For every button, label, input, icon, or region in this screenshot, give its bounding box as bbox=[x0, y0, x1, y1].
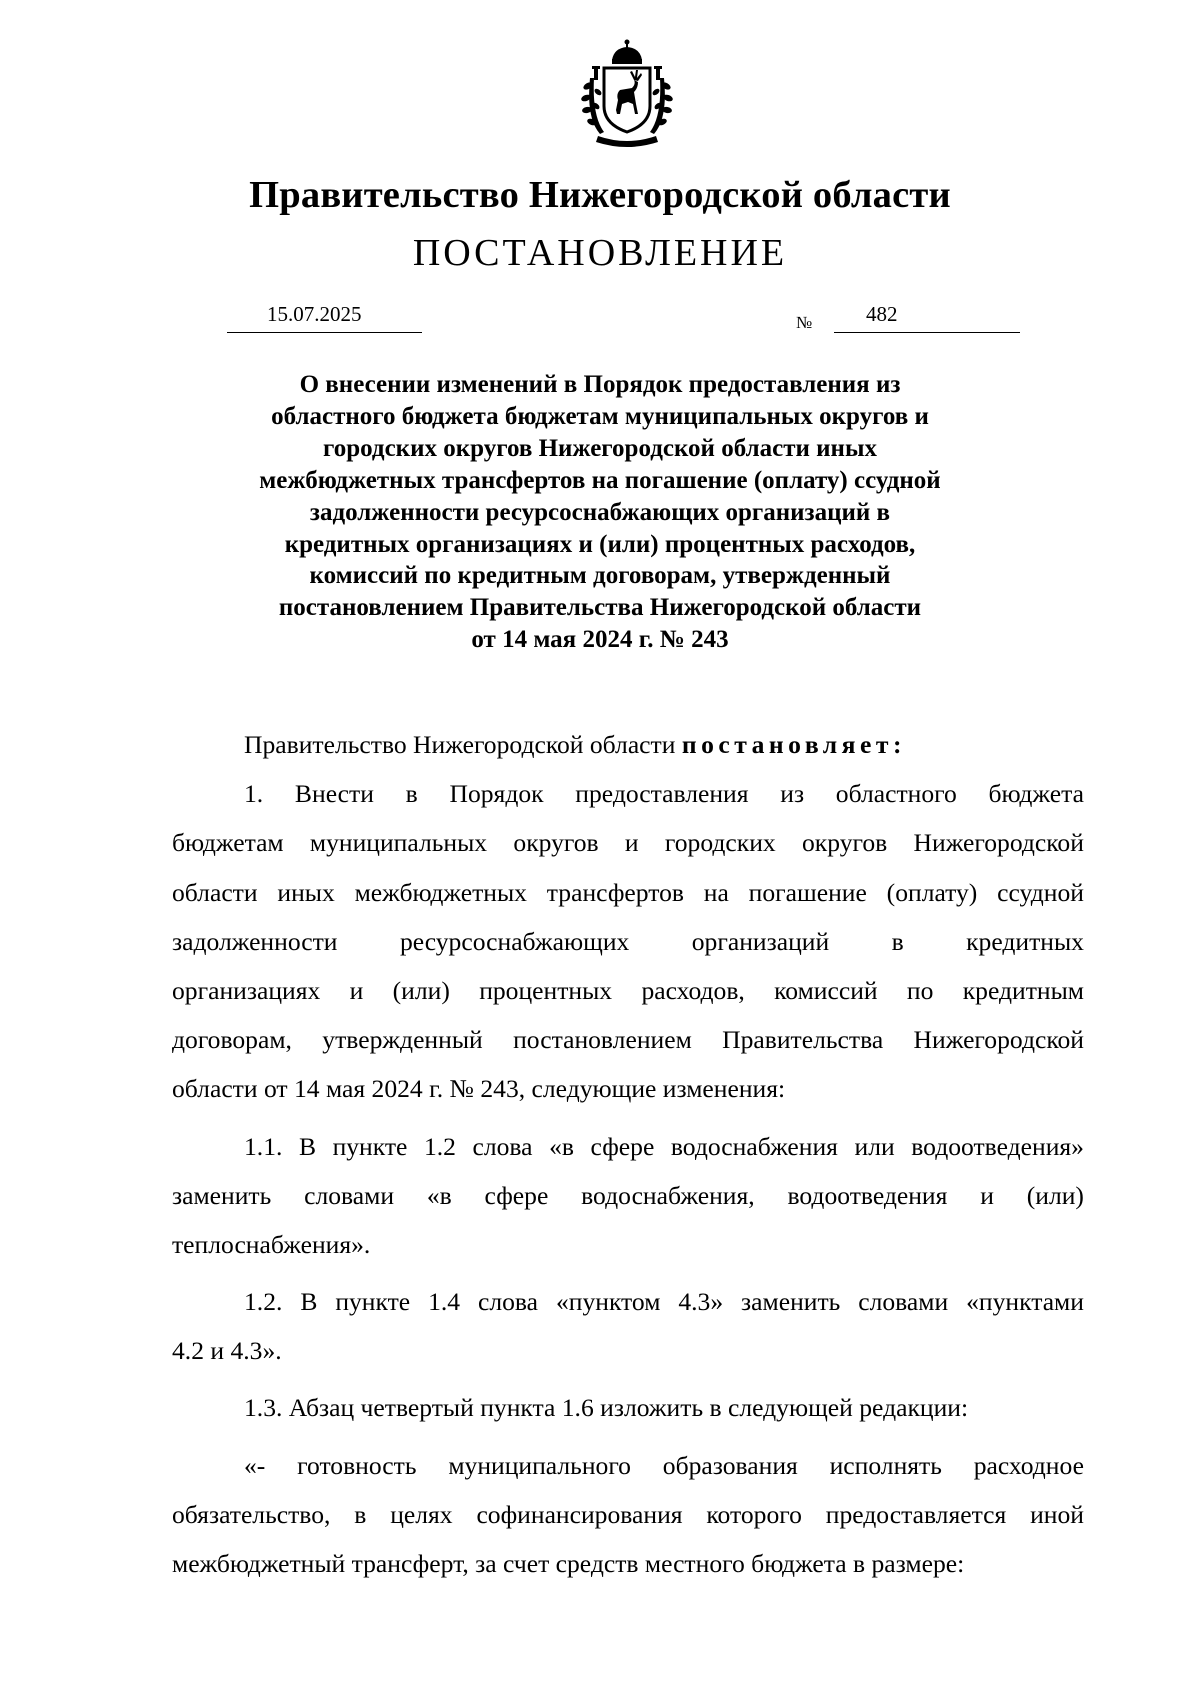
word: округов bbox=[802, 828, 888, 858]
word: «в bbox=[549, 1131, 574, 1161]
word: пункте bbox=[335, 1287, 411, 1317]
justified-line bbox=[244, 1277, 1084, 1326]
justified-line bbox=[172, 1015, 1084, 1064]
word: Нижегородской bbox=[913, 828, 1084, 858]
word: комиссий bbox=[774, 975, 878, 1005]
word: 4.3» bbox=[678, 1287, 724, 1317]
document-body bbox=[172, 720, 1084, 1588]
word: В bbox=[300, 1287, 318, 1317]
paragraph-1-line bbox=[172, 1015, 1084, 1064]
word: водоотведения» bbox=[911, 1131, 1084, 1161]
word: утвержденный bbox=[322, 1025, 483, 1055]
heading-line: О внесении изменений в Порядок предоставления из bbox=[299, 371, 901, 398]
word: области bbox=[172, 877, 258, 907]
word: кредитных bbox=[966, 926, 1084, 956]
word: ссудной bbox=[997, 877, 1084, 907]
document-type: ПОСТАНОВЛЕНИЕ bbox=[412, 232, 788, 274]
word: расходов, bbox=[641, 975, 745, 1005]
justified-line bbox=[244, 769, 1084, 818]
word: Внести bbox=[294, 779, 374, 809]
justified-line bbox=[172, 966, 1084, 1015]
justified-line bbox=[172, 1490, 1084, 1539]
paragraph-1-line: области от 14 мая 2024 г. № 243, следующие изменения: bbox=[172, 1074, 786, 1104]
word: 1. bbox=[244, 779, 264, 809]
justified-line bbox=[172, 1171, 1084, 1220]
justified-line bbox=[244, 1122, 1084, 1171]
paragraph-1-2-line bbox=[172, 1277, 1084, 1326]
paragraph-1-line bbox=[172, 769, 1084, 818]
word: бюджетам bbox=[172, 828, 284, 858]
paragraph-1-2-line: 4.2 и 4.3». bbox=[172, 1336, 282, 1366]
word: в bbox=[354, 1499, 367, 1529]
word: (оплату) bbox=[886, 877, 978, 907]
paragraph-1-1-line bbox=[172, 1122, 1084, 1171]
document-number-field bbox=[834, 300, 1020, 333]
word: предоставляется bbox=[825, 1499, 1007, 1529]
word: из bbox=[780, 779, 805, 809]
heading-line: постановлением Правительства Нижегородской области bbox=[278, 594, 922, 622]
word: слова bbox=[478, 1287, 539, 1317]
word: целях bbox=[390, 1499, 453, 1529]
word: словами bbox=[858, 1287, 949, 1317]
word: межбюджетных bbox=[354, 877, 527, 907]
word: и bbox=[624, 828, 639, 858]
word: Правительства bbox=[722, 1025, 884, 1055]
word: словами bbox=[304, 1180, 395, 1210]
word: иных bbox=[277, 877, 335, 907]
paragraph-1-1-line bbox=[172, 1171, 1084, 1220]
word: в bbox=[891, 926, 904, 956]
number-sign: № bbox=[796, 313, 813, 332]
word: сфере bbox=[590, 1131, 655, 1161]
word: 1.1. bbox=[244, 1131, 283, 1161]
word: процентных bbox=[479, 975, 613, 1005]
word: Нижегородской bbox=[913, 1025, 1084, 1055]
word: Порядок bbox=[449, 779, 544, 809]
word: городских bbox=[664, 828, 776, 858]
word: постановлением bbox=[513, 1025, 692, 1055]
justified-line bbox=[172, 917, 1084, 966]
word: (или) bbox=[1026, 1180, 1084, 1210]
word: организациях bbox=[172, 975, 321, 1005]
word: погашение bbox=[748, 877, 867, 907]
word: или bbox=[854, 1131, 895, 1161]
heading-line: от 14 мая 2024 г. № 243 bbox=[471, 626, 729, 654]
word: и bbox=[349, 975, 364, 1005]
heading-line: комиссий по кредитным договорам, утвержденный bbox=[309, 562, 891, 590]
word: договорам, bbox=[172, 1025, 292, 1055]
word: слова bbox=[472, 1131, 533, 1161]
word: расходное bbox=[973, 1450, 1084, 1480]
word: исполнять bbox=[829, 1450, 942, 1480]
coat-of-arms-emblem bbox=[572, 38, 682, 150]
word: областного bbox=[835, 779, 957, 809]
word: (или) bbox=[392, 975, 450, 1005]
word: округов bbox=[513, 828, 599, 858]
word: в bbox=[405, 779, 418, 809]
word: бюджета bbox=[988, 779, 1084, 809]
word: иной bbox=[1030, 1499, 1084, 1529]
preamble-text: Правительство Нижегородской области bbox=[244, 730, 682, 759]
word: готовность bbox=[297, 1450, 417, 1480]
quote-line: межбюджетный трансферт, за счет средств местного бюджета в размере: bbox=[172, 1549, 965, 1578]
word: на bbox=[703, 877, 729, 907]
word: «пунктом bbox=[555, 1287, 661, 1317]
document-date: 15.07.2025 bbox=[267, 302, 362, 326]
word: софинансирования bbox=[476, 1499, 683, 1529]
document-number: 482 bbox=[866, 302, 898, 326]
word: 1.2 bbox=[423, 1131, 456, 1161]
word: муниципальных bbox=[309, 828, 488, 858]
word: «пунктами bbox=[966, 1287, 1084, 1317]
word: В bbox=[298, 1131, 317, 1161]
word: которого bbox=[706, 1499, 802, 1529]
word: пункте bbox=[332, 1131, 408, 1161]
paragraph-1-line bbox=[172, 917, 1084, 966]
paragraph-1-1-line: теплоснабжения». bbox=[172, 1229, 371, 1259]
heading-line: задолженности ресурсоснабжающих организаций в bbox=[309, 498, 891, 526]
word: трансфертов bbox=[546, 877, 684, 907]
paragraph-1-3-line: 1.3. Абзац четвертый пункта 1.6 изложить в следующей редакции: bbox=[244, 1393, 969, 1423]
quote-line bbox=[172, 1441, 1084, 1490]
justified-line bbox=[172, 868, 1084, 917]
word: задолженности bbox=[172, 926, 338, 956]
document-date-field bbox=[227, 300, 422, 333]
paragraph-1-line bbox=[172, 818, 1084, 867]
word: заменить bbox=[741, 1287, 841, 1317]
word: по bbox=[906, 975, 934, 1005]
word: заменить bbox=[172, 1180, 272, 1210]
word: водоснабжения bbox=[670, 1131, 838, 1161]
word: муниципального bbox=[448, 1450, 631, 1480]
word: и bbox=[980, 1180, 994, 1210]
word: кредитным bbox=[962, 975, 1084, 1005]
paragraph-1-line bbox=[172, 966, 1084, 1015]
word: 1.2. bbox=[244, 1287, 283, 1317]
word: 1.4 bbox=[428, 1287, 461, 1317]
word: организаций bbox=[691, 926, 830, 956]
heading-line: межбюджетных трансфертов на погашение (оплату) ссудной bbox=[259, 466, 941, 494]
word: водоотведения bbox=[787, 1180, 948, 1210]
word: образования bbox=[662, 1450, 798, 1480]
heading-line: областного бюджета бюджетам муниципальных округов и bbox=[271, 402, 929, 430]
word: «- bbox=[244, 1450, 266, 1480]
word: ресурсоснабжающих bbox=[399, 926, 630, 956]
justified-line bbox=[172, 818, 1084, 867]
word: предоставления bbox=[575, 779, 749, 809]
preamble-emphasis: постановляет: bbox=[681, 730, 906, 759]
document-heading bbox=[150, 369, 1050, 656]
preamble bbox=[172, 720, 1084, 769]
justified-line bbox=[244, 1441, 1084, 1490]
word: «в bbox=[426, 1180, 452, 1210]
word: сфере bbox=[484, 1180, 549, 1210]
heading-line: кредитных организациях и (или) процентных расходов, bbox=[284, 530, 916, 558]
paragraph-1-line bbox=[172, 868, 1084, 917]
organization-title: Правительство Нижегородской области bbox=[249, 174, 951, 216]
word: водоснабжения, bbox=[581, 1180, 755, 1210]
heading-line: городских округов Нижегородской области иных bbox=[323, 434, 877, 462]
quote-line bbox=[172, 1490, 1084, 1539]
word: обязательство, bbox=[172, 1499, 331, 1529]
